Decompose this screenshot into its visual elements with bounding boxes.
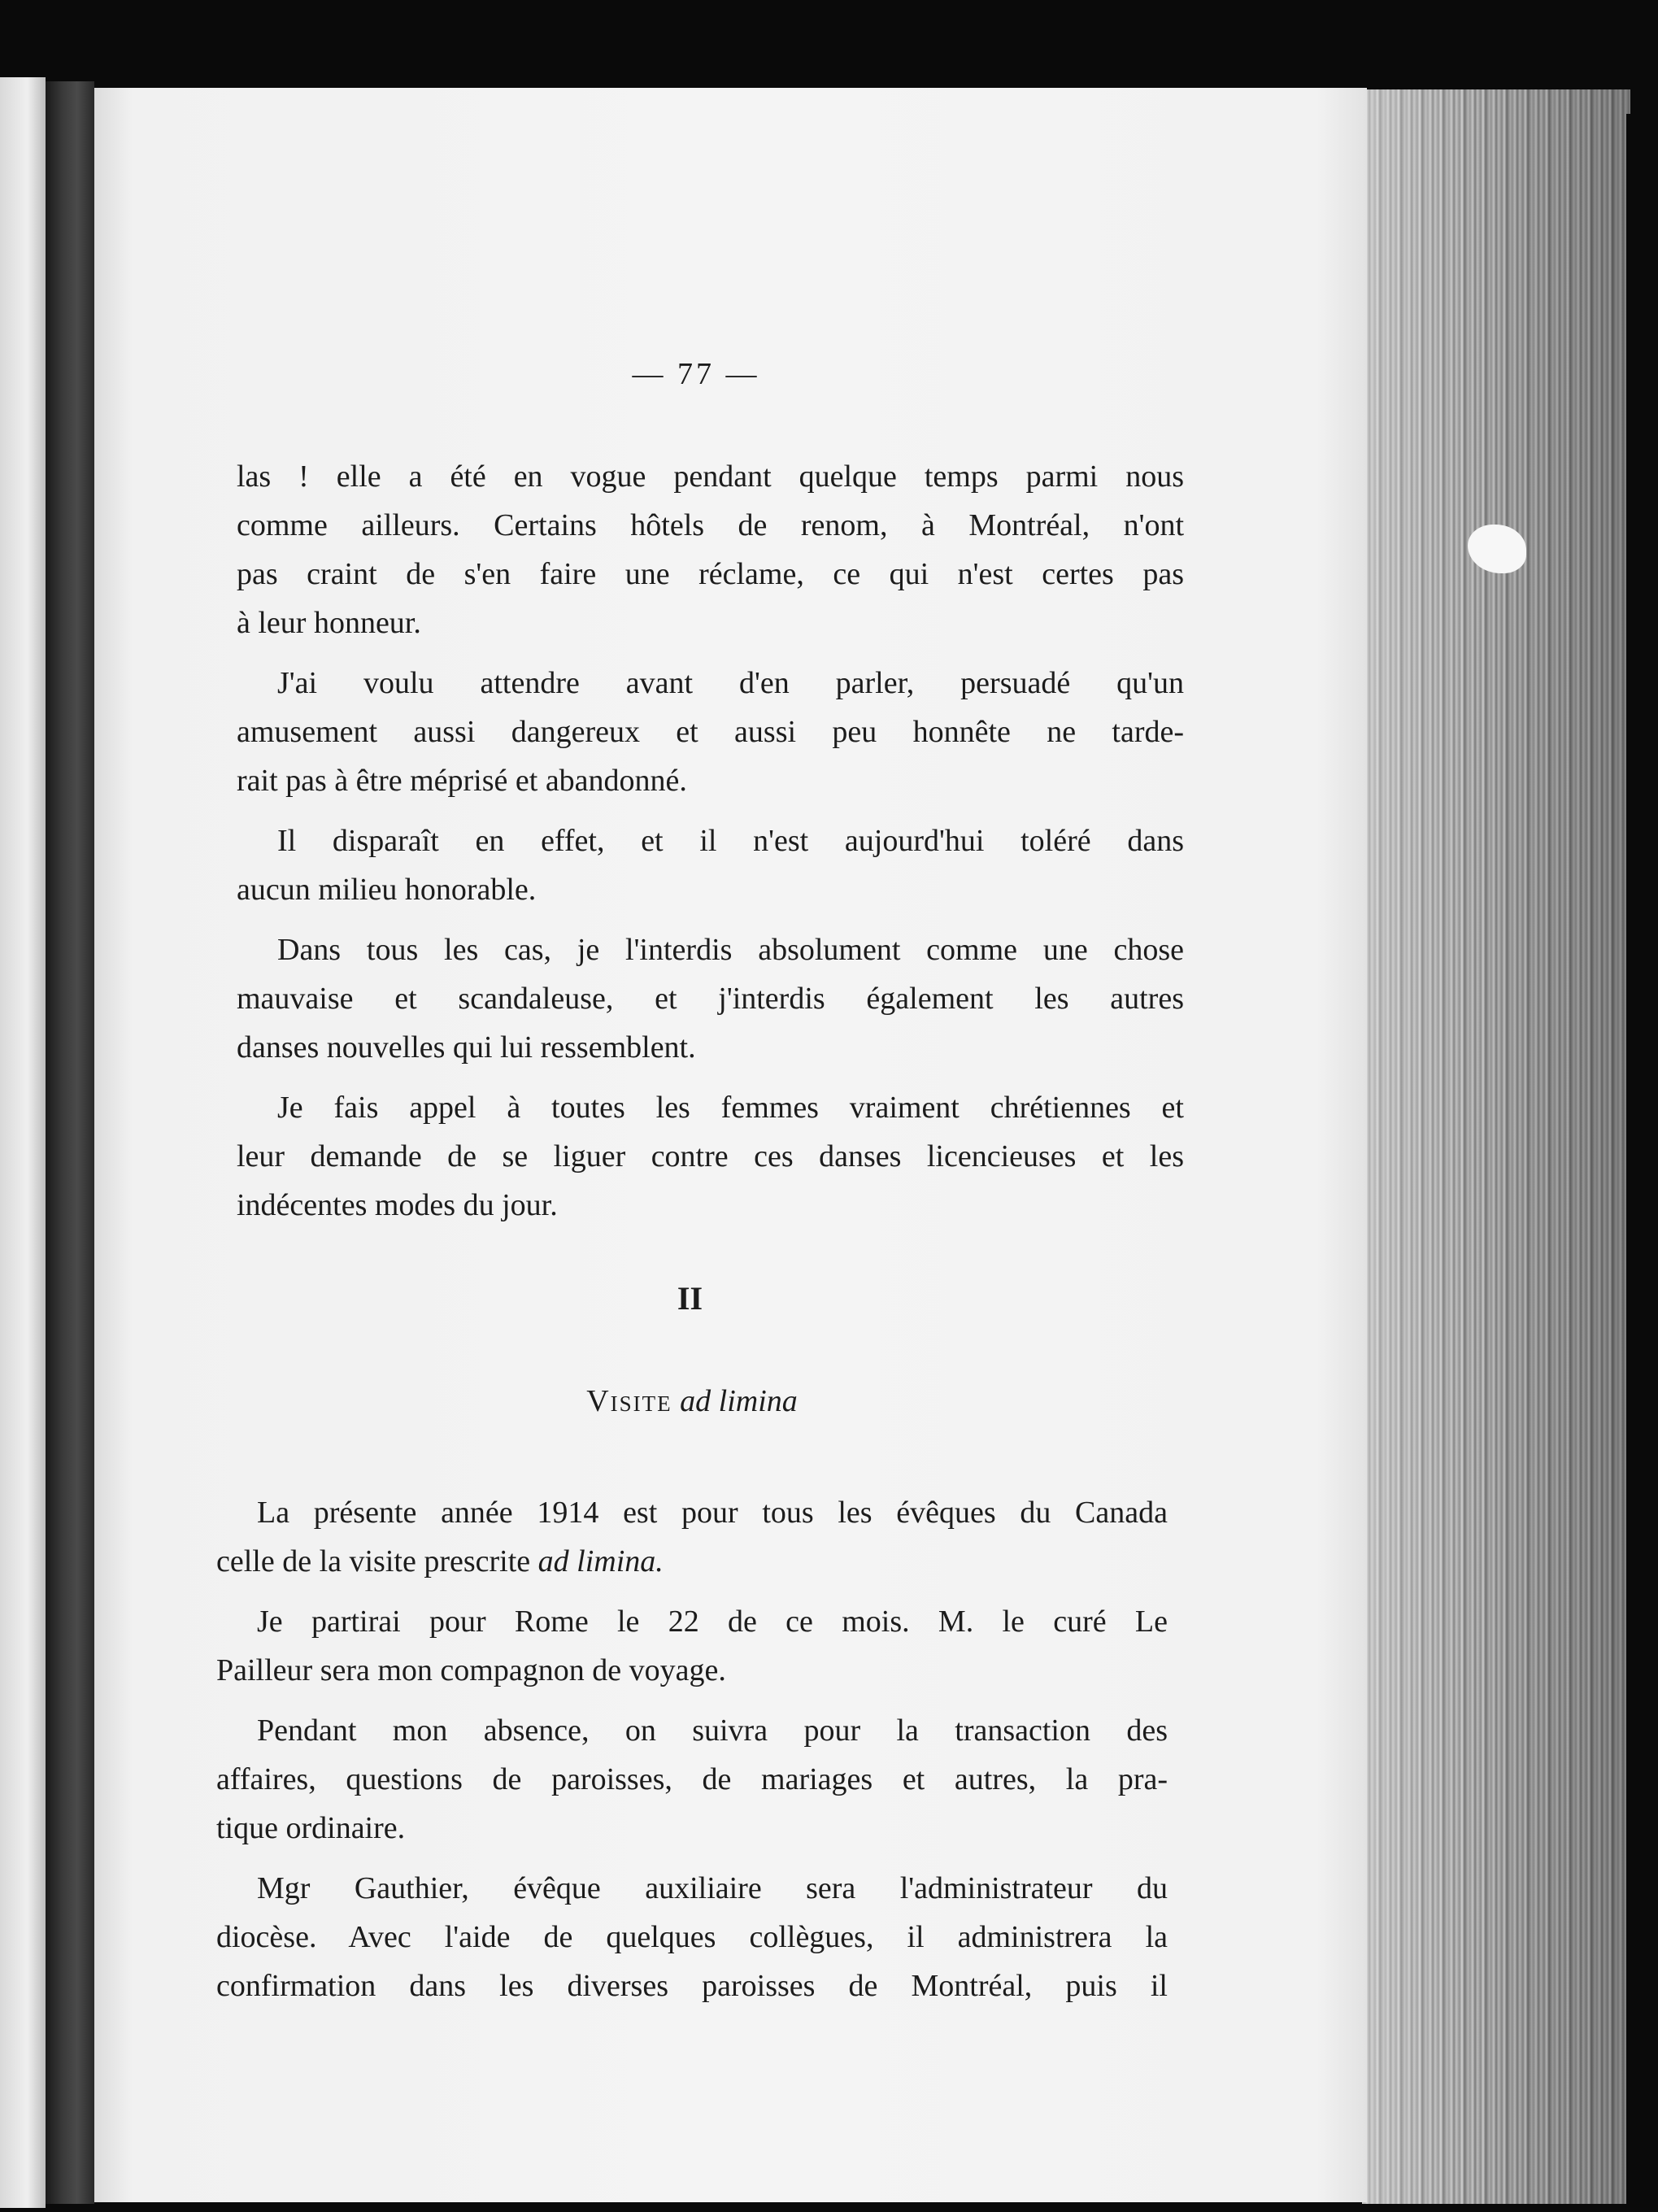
book-gutter: [46, 81, 94, 2204]
page-number: — 77 —: [632, 357, 760, 391]
text-line: rait pas à être méprisé et abandonné.: [237, 764, 687, 798]
book-page: [94, 88, 1367, 2202]
paragraph: [216, 1597, 1168, 1695]
text-line: affaires, questions de paroisses, de mariages et autres, la pra-: [216, 1762, 1168, 1796]
text-block-bottom: [216, 1488, 1168, 2010]
text-line: Pendant mon absence, on suivra pour la transaction des: [257, 1713, 1168, 1748]
text-line: [216, 1537, 1168, 1586]
text-block-top: [237, 452, 1184, 1230]
paragraph: [237, 452, 1184, 647]
text-fragment: celle de la visite prescrite: [216, 1544, 538, 1578]
italic-phrase: ad limina.: [537, 1544, 664, 1578]
paragraph: [216, 1488, 1168, 1586]
text-line: amusement aussi dangereux et aussi peu honnête ne tarde-: [237, 715, 1184, 749]
section-numeral: II: [677, 1280, 703, 1317]
text-line: danses nouvelles qui lui ressemblent.: [237, 1030, 696, 1065]
text-line: diocèse. Avec l'aide de quelques collègues, il administrera la: [216, 1920, 1168, 1954]
text-line: La présente année 1914 est pour tous les évêques du Canada: [257, 1496, 1168, 1530]
paragraph: [237, 1083, 1184, 1230]
text-line: tique ordinaire.: [216, 1811, 406, 1845]
facing-page-edge: [0, 77, 46, 2208]
paragraph: [216, 1706, 1168, 1853]
text-line: Je fais appel à toutes les femmes vraiment chrétiennes et: [277, 1091, 1184, 1125]
text-line: comme ailleurs. Certains hôtels de renom, à Montréal, n'ont: [237, 508, 1184, 542]
page-fore-edge: [1362, 89, 1630, 2204]
text-line: Il disparaît en effet, et il n'est aujourd'hui toléré dans: [277, 824, 1184, 858]
text-line: aucun milieu honorable.: [237, 873, 537, 907]
text-line: mauvaise et scandaleuse, et j'interdis également les autres: [237, 982, 1184, 1016]
paragraph: [237, 816, 1184, 914]
text-line: Mgr Gauthier, évêque auxiliaire sera l'administrateur du: [257, 1871, 1168, 1905]
text-line: Je partirai pour Rome le 22 de ce mois. M. le curé Le: [257, 1605, 1168, 1639]
paragraph: [237, 925, 1184, 1072]
section-title-italic: ad limina: [680, 1384, 798, 1418]
text-line: à leur honneur.: [237, 606, 421, 640]
paragraph: [237, 659, 1184, 805]
section-title-caps: Visite: [586, 1384, 672, 1418]
text-line: J'ai voulu attendre avant d'en parler, persuadé qu'un: [277, 666, 1184, 700]
text-line: Pailleur sera mon compagnon de voyage.: [216, 1653, 726, 1687]
text-line: confirmation dans les diverses paroisses de Montréal, puis il: [216, 1969, 1168, 2003]
text-line: las ! elle a été en vogue pendant quelque temps parmi nous: [237, 459, 1184, 494]
text-line: indécentes modes du jour.: [237, 1188, 558, 1222]
text-line: leur demande de se liguer contre ces danses licencieuses et les: [237, 1139, 1184, 1173]
paragraph: [216, 1864, 1168, 2010]
edge-shadow: [1626, 114, 1658, 2212]
text-line: pas craint de s'en faire une réclame, ce qui n'est certes pas: [237, 557, 1184, 591]
text-line: Dans tous les cas, je l'interdis absolument comme une chose: [277, 933, 1184, 967]
section-title: [94, 1383, 1290, 1419]
